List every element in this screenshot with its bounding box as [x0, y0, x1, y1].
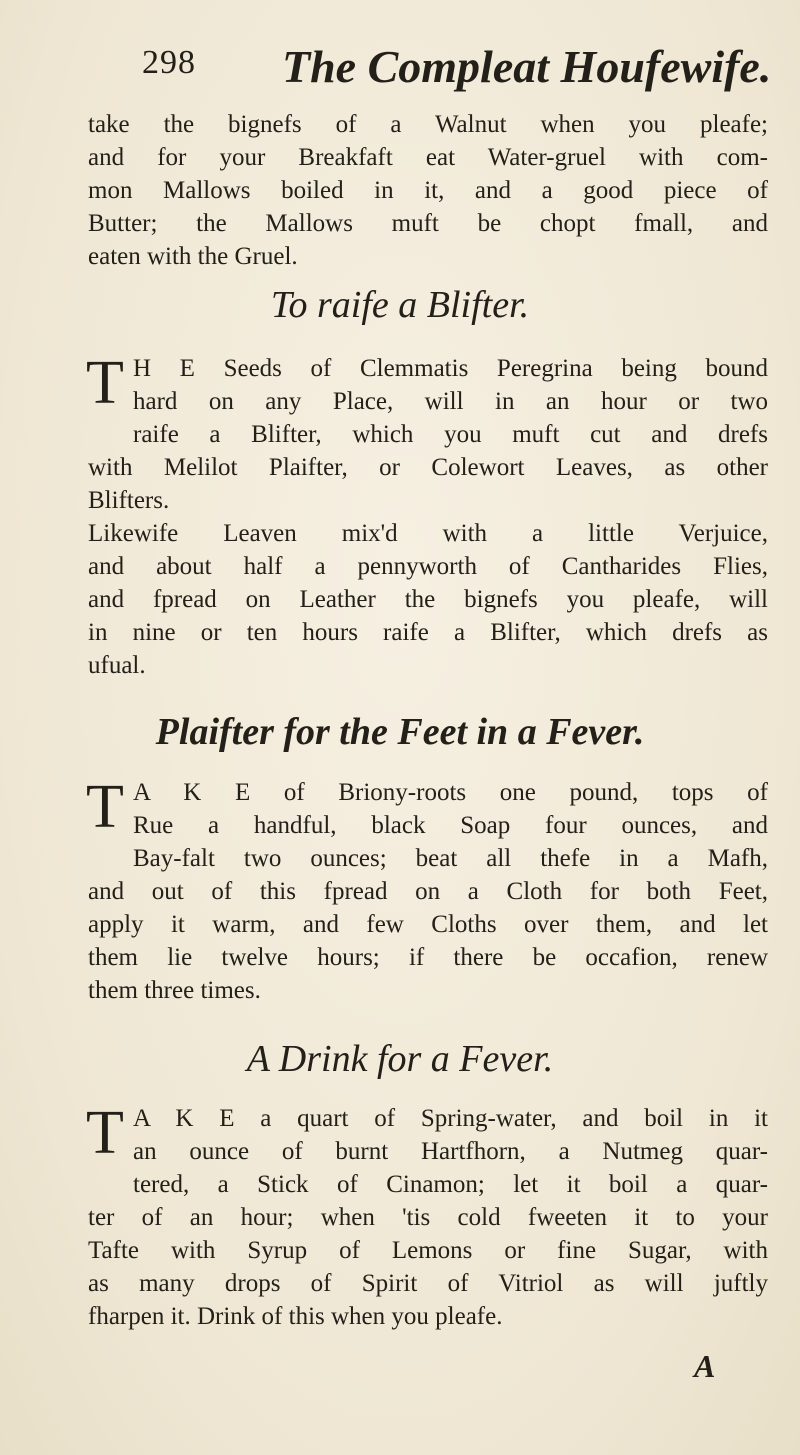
drop-cap: T: [86, 1099, 124, 1167]
text-line: Likewife Leaven mix'd with a little Verjuice,: [88, 520, 768, 547]
text-line: in nine or ten hours raife a Blifter, which drefs as: [88, 619, 768, 646]
text-line: H E Seeds of Clemmatis Peregrina being bound: [133, 355, 768, 382]
text-line: an ounce of burnt Hartfhorn, a Nutmeg quar-: [133, 1138, 768, 1165]
text-line: raife a Blifter, which you muft cut and drefs: [133, 421, 768, 448]
text-line: and for your Breakfaft eat Water-gruel with com-: [88, 144, 768, 171]
text-line: Blifters.: [88, 487, 170, 514]
section-heading-drink: A Drink for a Fever.: [246, 1038, 554, 1080]
page-number: 298: [142, 44, 196, 81]
text-line: and fpread on Leather the bignefs you pleafe, will: [88, 586, 768, 613]
section-heading-blister: To raife a Blifter.: [270, 284, 530, 326]
text-line: ter of an hour; when 'tis cold fweeten it to your: [88, 1204, 768, 1231]
catchword: A: [694, 1348, 716, 1384]
text-line: hard on any Place, will in an hour or two: [133, 388, 768, 415]
drop-cap: T: [86, 349, 124, 417]
text-line: and about half a pennyworth of Cantharides Flies,: [88, 553, 768, 580]
text-line: ufual.: [88, 652, 146, 679]
running-title: The Compleat Houfewife.: [282, 41, 772, 92]
text-line: A K E a quart of Spring-water, and boil in it: [133, 1105, 768, 1132]
section-heading-plaister: Plaifter for the Feet in a Fever.: [155, 711, 645, 753]
blister-paragraph: [86, 349, 768, 682]
text-line: them lie twelve hours; if there be occafion, renew: [88, 944, 768, 971]
text-line: eaten with the Gruel.: [88, 243, 298, 270]
text-line: take the bignefs of a Walnut when you pleafe;: [88, 111, 768, 138]
drink-paragraph: [86, 1099, 768, 1333]
intro-paragraph: [88, 108, 768, 273]
text-line: apply it warm, and few Cloths over them, and let: [88, 911, 768, 938]
drop-cap: T: [86, 773, 124, 841]
text-line: fharpen it. Drink of this when you pleafe.: [88, 1303, 503, 1330]
text-line: tered, a Stick of Cinamon; let it boil a quar-: [133, 1171, 768, 1198]
text-line: Tafte with Syrup of Lemons or fine Sugar, with: [88, 1237, 768, 1264]
text-line: and out of this fpread on a Cloth for both Feet,: [88, 878, 768, 905]
text-line: Butter; the Mallows muft be chopt fmall, and: [88, 210, 768, 237]
plaister-paragraph: [86, 773, 768, 1007]
text-line: Bay-falt two ounces; beat all thefe in a Mafh,: [133, 845, 768, 872]
text-line: A K E of Briony-roots one pound, tops of: [133, 779, 768, 806]
text-line: mon Mallows boiled in it, and a good piece of: [88, 177, 768, 204]
page-header: [0, 40, 800, 100]
text-line: them three times.: [88, 977, 261, 1004]
text-line: Rue a handful, black Soap four ounces, and: [133, 812, 768, 839]
text-line: as many drops of Spirit of Vitriol as will juftly: [88, 1270, 768, 1297]
text-line: with Melilot Plaifter, or Colewort Leaves, as other: [88, 454, 768, 481]
